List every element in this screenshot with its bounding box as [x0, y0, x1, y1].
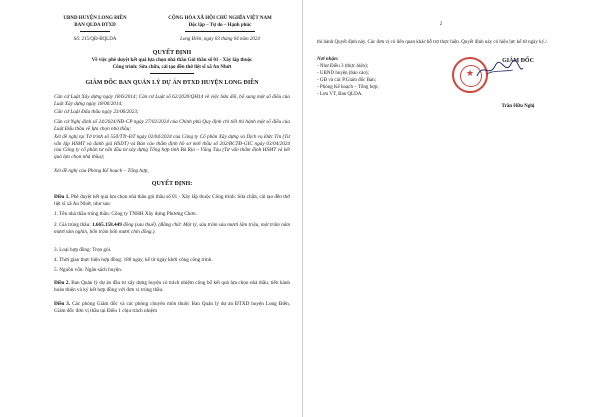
- issuer-underline: [80, 31, 110, 32]
- price-label: 2. Giá trúng thầu:: [54, 222, 91, 228]
- signer-name: Trần Hữu Nghị: [501, 104, 535, 109]
- issuer-name: UBND HUYỆN LONG ĐIỀN: [63, 16, 127, 21]
- article-3: [54, 301, 290, 314]
- recipient-item: - UBND huyện (báo cáo);: [317, 71, 369, 76]
- result-item-4: 4. Thời gian thực hiện hợp đồng: 180 ngày, kể từ ngày khởi công công trình.: [54, 257, 213, 263]
- recipients-label: Nơi nhận:: [317, 57, 339, 62]
- basis-item: Căn cứ Luật Xây dựng ngày 18/6/2014; Căn cứ Luật số 62/2020/QH14 về việc Sửa đổi, bổ sung một số điều của Luật Xây dựng ngày 18/06/2014;: [54, 94, 290, 107]
- result-item-5: 5. Nguồn vốn: Ngân sách huyện.: [54, 267, 123, 273]
- article-2: [54, 280, 290, 293]
- national-title: CỘNG HÒA XÃ HỘI CHỦ NGHĨA VIỆT NAM: [168, 16, 272, 21]
- basis-item: Căn cứ Nghị định số 24/2024/NĐ-CP ngày 27/02/2024 của Chính phủ Quy định chi tiết thi hành một số điều của Luật Đấu thầu về lựa chọn nhà thầu;: [54, 119, 290, 132]
- basis-item: Xét đề nghị của Phòng Kế hoạch – Tổng hợp,: [54, 168, 149, 174]
- signer-title: GIÁM ĐỐC: [502, 58, 534, 64]
- article-2-text: Ban Quản lý dự án đầu tư xây dựng huyện có trách nhiệm công bố kết quả lựa chọn nhà thầu, tiến hành hoàn thiện và ký kết hợp đồng với đơn vị trúng thầu.: [54, 280, 291, 293]
- document-subtitle-2: Công trình: Sửa chữa, cải tạo đền thờ liệt sĩ xã An Nhứt: [112, 65, 232, 70]
- authority-heading: GIÁM ĐỐC BAN QUẢN LÝ DỰ ÁN ĐTXD HUYỆN LONG ĐIỀN: [85, 80, 259, 86]
- article-1-text: Phê duyệt kết quả lựa chọn nhà thầu gói thầu số 01 - Xây lắp thuộc Công trình: Sửa chữa, cải tạo đền thờ liệt sĩ xã An Nhứt, như sau:: [54, 194, 290, 207]
- document-date: Long Điền, ngày 03 tháng 04 năm 2024: [180, 37, 260, 42]
- handwritten-signature: [473, 58, 525, 82]
- article-3-text: Các phòng Giám đốc và các phòng chuyên môn thuộc Ban Quản lý dự án ĐTXD huyện Long Điền, Giám đốc đơn vị thầu tại Điều 1 chịu trách nhiệm: [54, 301, 291, 314]
- decision-heading: QUYẾT ĐỊNH:: [151, 181, 193, 187]
- recipient-item: - GĐ và các P.Giám đốc Ban;: [317, 78, 377, 83]
- price-in-words: đồng (sau thuế). (Bằng chữ: Một tỷ, sáu trăm sáu mươi lăm triệu, một trăm năm mươi tám nghìn, bốn trăm bốn mươi chín đồng.).: [54, 222, 291, 235]
- result-item-2: [54, 222, 290, 235]
- recipient-item: - Lưu VT, Ban QLDA.: [317, 92, 363, 97]
- document-subtitle-1: Về việc phê duyệt kết quả lựa chọn nhà thầu Gói thầu số 01 - Xây lắp thuộc: [91, 58, 253, 63]
- national-motto: Độc lập – Tự do – Hạnh phúc: [188, 23, 252, 28]
- document-number: Số: 215/QĐ-BQLDA: [73, 37, 117, 42]
- document-page-2: [303, 0, 600, 417]
- page-number: 2: [439, 22, 443, 27]
- official-seal: ★: [452, 57, 488, 93]
- title-underline: [150, 73, 194, 74]
- motto-underline: [185, 31, 255, 32]
- result-item-1: 1. Tên nhà thầu trúng thầu: Công ty TNHH Xây dựng Phương Chơn.: [54, 211, 197, 217]
- recipient-item: - Phòng Kế hoạch – Tổng hợp;: [317, 85, 379, 90]
- basis-item: Căn cứ Luật Đấu thầu ngày 23/06/2023;: [54, 109, 139, 115]
- article-1-label: Điều 1.: [54, 194, 70, 200]
- recipient-item: - Như Điều 3 (thực hiện);: [317, 64, 369, 69]
- basis-item: Xét đề nghị tại Tờ trình số 550/TTr-ĐT ngày 02/04/2024 của Công ty Cổ phần Xây dựng và Dịch vụ Đức Tín (Tư vấn lập HSMT và đánh giá HSDT) và Báo cáo thẩm định hồ sơ mời thầu số 202/BCTĐ-GIC ngày 03/04/2024 của Công ty cổ phần tư vấn đầu tư xây dựng Tổng hợp tỉnh Bà Rịa – Vũng Tàu (Tư vấn thẩm định HSMT và kết quả lựa chọn nhà thầu);: [54, 134, 290, 160]
- document-title: QUYẾT ĐỊNH: [152, 50, 192, 56]
- issuer-unit: BAN QLDA ĐTXD: [74, 23, 116, 28]
- continuation-text: thi hành Quyết định này. Các đơn vị có liên quan khác hỗ trợ thực hiện. Quyết định này có hiệu lực kể từ ngày ký./.: [317, 40, 548, 45]
- price-amount: 1.665.158.449: [91, 222, 122, 228]
- article-3-label: Điều 3.: [54, 301, 71, 307]
- article-1: [54, 194, 290, 207]
- result-item-3: 3. Loại hợp đồng: Trọn gói.: [54, 247, 112, 253]
- article-2-label: Điều 2.: [54, 280, 70, 286]
